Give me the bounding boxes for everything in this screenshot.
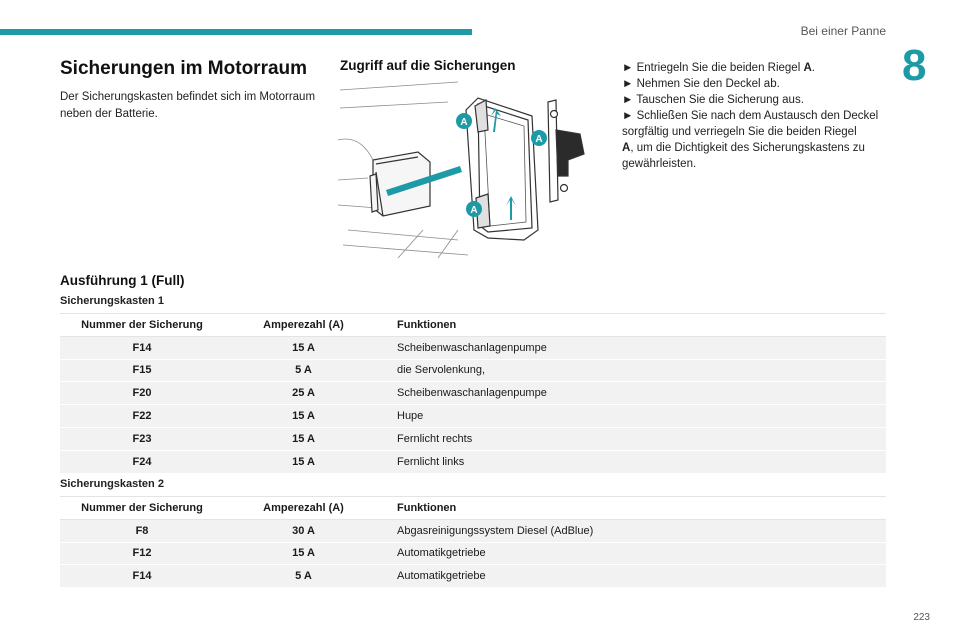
fuse-table-2 [60, 496, 886, 588]
col-header-amperage: Amperezahl (A) [224, 497, 383, 520]
table-row: F12 15 A Automatikgetriebe [60, 542, 886, 565]
callout-a-top [456, 113, 472, 129]
header-title: Bei einer Panne [800, 24, 886, 38]
col-header-number: Nummer der Sicherung [60, 314, 224, 337]
instruction-step-4-cont2: A, um die Dichtigkeit des Sicherungskastens zu [622, 142, 865, 154]
table1-title: Sicherungskasten 1 [60, 295, 164, 307]
instruction-step-4: ► Schließen Sie nach dem Austausch den Deckel [622, 110, 879, 122]
svg-text:A: A [460, 117, 468, 128]
callout-a-right [531, 130, 547, 146]
instruction-step-2: ► Nehmen Sie den Deckel ab. [622, 78, 780, 90]
version-title: Ausführung 1 (Full) [60, 273, 185, 288]
table-row: F22 15 A Hupe [60, 405, 886, 428]
latch-detail [548, 100, 584, 202]
col-header-number: Nummer der Sicherung [60, 497, 224, 520]
col-header-amperage: Amperezahl (A) [224, 314, 383, 337]
access-title: Zugriff auf die Sicherungen [340, 58, 516, 73]
section-title: Sicherungen im Motorraum [60, 58, 308, 79]
table-row: F14 5 A Automatikgetriebe [60, 565, 886, 588]
page-number: 223 [913, 612, 930, 623]
table-row: F8 30 A Abgasreinigungssystem Diesel (AdBlue) [60, 519, 886, 542]
col-header-functions: Funktionen [383, 314, 886, 337]
instruction-step-3: ► Tauschen Sie die Sicherung aus. [622, 94, 804, 106]
section-text: Der Sicherungskasten befindet sich im Motorraum neben der Batterie. [60, 91, 316, 120]
table-row: F15 5 A die Servolenkung, [60, 359, 886, 382]
fuse-box-illustration [338, 80, 596, 258]
col-header-functions: Funktionen [383, 497, 886, 520]
table2-title: Sicherungskasten 2 [60, 478, 164, 490]
large-fuse-box [466, 98, 538, 240]
table-row: F20 25 A Scheibenwaschanlagenpumpe [60, 382, 886, 405]
instruction-step-1: ► Entriegeln Sie die beiden Riegel A. [622, 62, 815, 74]
table-row: F23 15 A Fernlicht rechts [60, 427, 886, 450]
instructions [622, 60, 887, 172]
table-header-row [60, 497, 886, 520]
fuse-table-1 [60, 313, 886, 474]
section-fuses-engine [60, 58, 325, 123]
svg-text:A: A [470, 205, 478, 216]
section-access [340, 58, 595, 73]
callout-a-bottom [466, 201, 482, 217]
svg-text:A: A [535, 134, 543, 145]
instruction-step-4-cont: sorgfältig und verriegeln Sie die beiden Riegel [622, 126, 857, 138]
table-row: F24 15 A Fernlicht links [60, 450, 886, 473]
table-row: F14 15 A Scheibenwaschanlagenpumpe [60, 336, 886, 359]
chapter-number: 8 [902, 41, 927, 90]
header-accent-bar [0, 29, 472, 35]
table-header-row [60, 314, 886, 337]
instruction-step-4-cont3: gewährleisten. [622, 158, 697, 170]
